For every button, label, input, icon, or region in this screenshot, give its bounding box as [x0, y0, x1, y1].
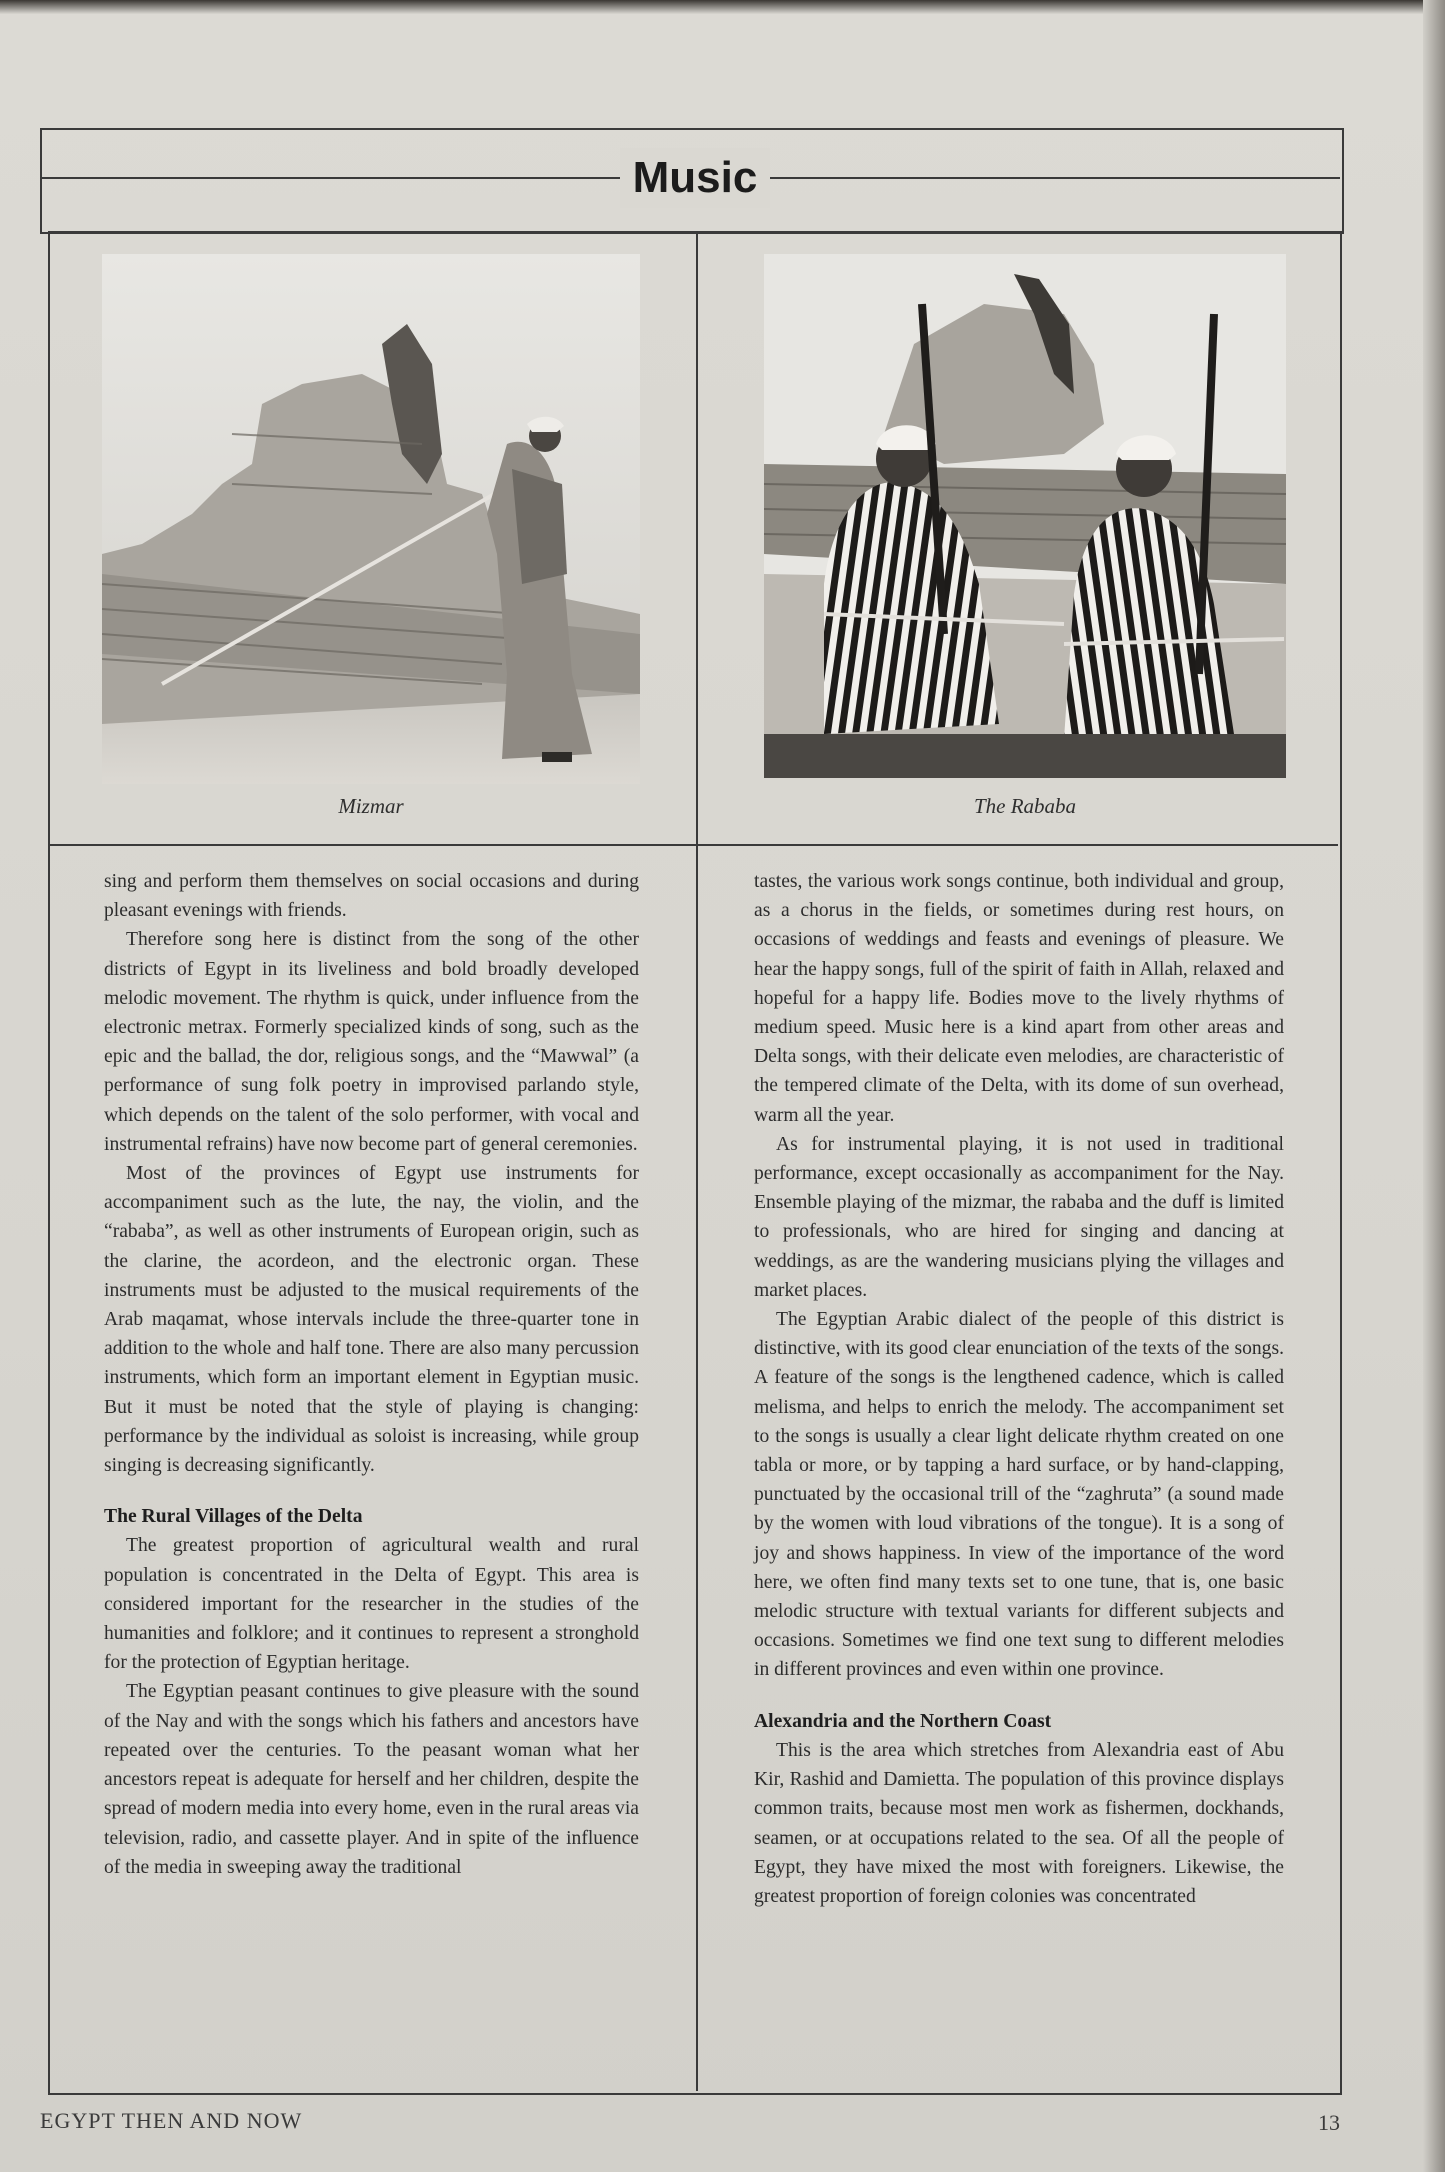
footer-page-number: 13: [1318, 2110, 1340, 2135]
section-heading: Alexandria and the Northern Coast: [754, 1710, 1052, 1732]
paragraph: The Egyptian Arabic dialect of the people of this district is distinctive, with its good clear enunciation of the texts of the songs. A feature of the songs is the lengthened cadence, which is called melisma, and helps to enrich the melody. The accompaniment set to the songs is usually a clear light delicate rhythm created on one tabla or more, or by tapping a hard surface, or by hand-clapping, punctuated by the occasional trill of the “zaghruta” (a sound made by the women with loud vibrations of the tongue). It is a song of joy and shows happiness. In view of the importance of the word here, we often find many texts set to one tune, that is, one basic melodic structure with textual variants for different subjects and occasions. Sometimes we find one text sung to different melodies in different provinces and even within one province.: [754, 1309, 1284, 1681]
rababa-photo-illustration: [764, 254, 1286, 778]
footer-publication: EGYPT THEN AND NOW: [40, 2108, 303, 2133]
paragraph: This is the area which stretches from Alexandria east of Abu Kir, Rashid and Damietta. The population of this province displays common traits, because most men work as fishermen, dockhands, seamen, or at occupations related to the sea. Of all the people of Egypt, they have mixed the most with foreigners. Likewise, the greatest proportion of foreign colonies was concentrated: [754, 1739, 1284, 1907]
figure-rule: [50, 844, 1338, 846]
section-heading: The Rural Villages of the Delta: [104, 1506, 363, 1528]
mizmar-photo-illustration: [102, 254, 640, 784]
paragraph: tastes, the various work songs continue, both individual and group, as a chorus in the fields, or sometimes during rest hours, on occasions of weddings and feasts and evenings of pleasure. We hear the happy songs, full of the spirit of faith in Allah, relaxed and hopeful for a happy life. Bodies move to the lively rhythms of medium speed. Music here is a kind apart from other areas and Delta songs, with their delicate even melodies, are characteristic of the tempered climate of the Delta, with its dome of sun overhead, warm all the year.: [754, 871, 1284, 1126]
paragraph: sing and perform them themselves on social occasions and during pleasant evenings with friends.: [104, 871, 639, 922]
paragraph: As for instrumental playing, it is not used in traditional performance, except occasionally as accompaniment for the Nay. Ensemble playing of the mizmar, the rababa and the duff is limited to professionals, who are hired for singing and dancing at weddings, as are the wandering musicians plying the villages and market places.: [754, 1133, 1284, 1301]
paragraph: The greatest proportion of agricultural wealth and rural population is concentrated in the Delta of Egypt. This area is considered important for the researcher in the studies of the humanities and folklore; and it continues to represent a stronghold for the protection of Egyptian heritage.: [104, 1535, 639, 1674]
column-divider: [696, 233, 698, 2091]
page-edge-shadow: [0, 0, 1445, 14]
left-column: [104, 867, 639, 1882]
paragraph: Most of the provinces of Egypt use instruments for accompaniment such as the lute, the nay, the violin, and the “rababa”, as well as other instruments of European origin, such as the clarine, the acordeon, and the electronic organ. These instruments must be adjusted to the musical requirements of the Arab maqamat, whose intervals include the three-quarter tone in addition to the whole and half tone. There are also many percussion instruments, which form an important element in Egyptian music. But it must be noted that the style of playing is changing: performance by the individual as soloist is increasing, while group singing is decreasing significantly.: [104, 1163, 639, 1477]
page-title: Music: [620, 148, 770, 208]
caption-mizmar: Mizmar: [338, 794, 404, 818]
caption-rababa: The Rababa: [973, 794, 1077, 818]
photo-rababa: [764, 254, 1286, 778]
photo-mizmar: [102, 254, 640, 784]
paragraph: The Egyptian peasant continues to give pleasure with the sound of the Nay and with the songs which his fathers and ancestors have repeated over the centuries. To the peasant woman what her ancestors repeat is adequate for herself and her children, despite the spread of modern media into every home, even in the rural areas via television, radio, and cassette player. And in spite of the influence of the media in sweeping away the traditional: [104, 1681, 639, 1878]
right-column: [754, 867, 1284, 1911]
page-edge-shadow-right: [1423, 0, 1445, 2172]
paragraph: Therefore song here is distinct from the song of the other districts of Egypt in its liveliness and bold broadly developed melodic movement. The rhythm is quick, under influence from the electronic metrax. Formerly specialized kinds of song, such as the epic and the ballad, the dor, religious songs, and the “Mawwal” (a performance of sung folk poetry in improvised parlando style, which depends on the talent of the solo performer, with vocal and instrumental refrains) have now become part of general ceremonies.: [104, 929, 639, 1155]
